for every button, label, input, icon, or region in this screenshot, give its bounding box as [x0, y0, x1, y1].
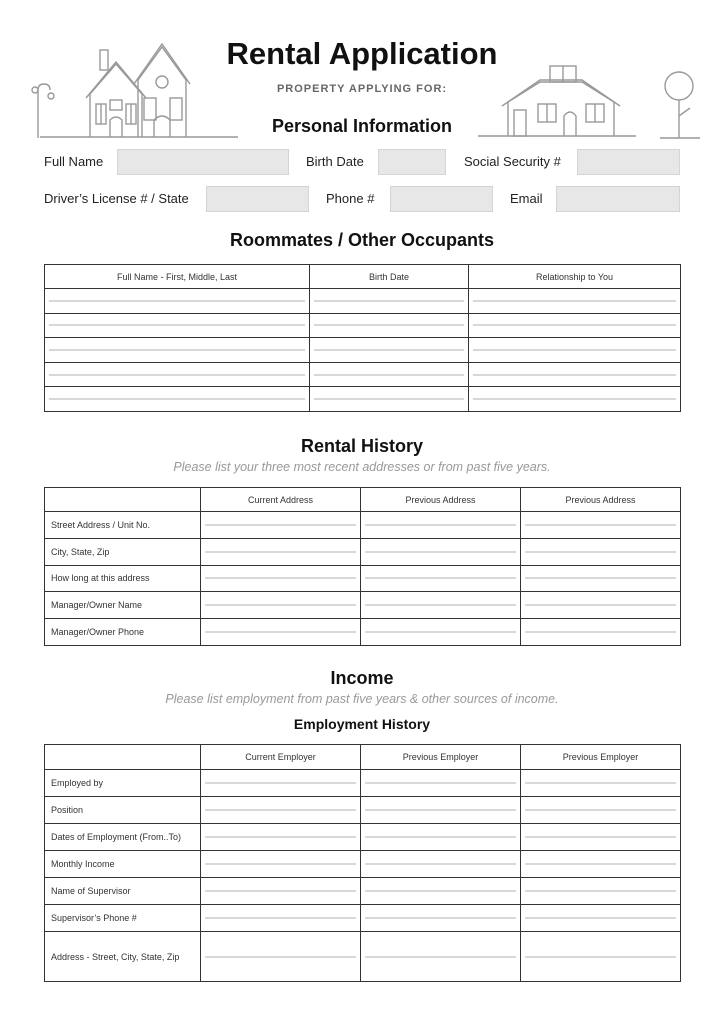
table-row: [45, 565, 681, 592]
email-label: Email: [510, 191, 543, 206]
column-header: Full Name - First, Middle, Last: [45, 265, 310, 289]
current-employer-cell[interactable]: [201, 905, 361, 932]
previous-address-cell[interactable]: [361, 565, 521, 592]
table-row: [45, 851, 681, 878]
occupant-relationship-cell[interactable]: [469, 387, 681, 412]
ssn-label: Social Security #: [464, 154, 561, 169]
row-label: Position: [45, 797, 201, 824]
previous-employer-cell[interactable]: [361, 878, 521, 905]
current-employer-cell[interactable]: [201, 797, 361, 824]
table-row: [45, 797, 681, 824]
roommates-heading: Roommates / Other Occupants: [229, 230, 495, 250]
previous-address-cell[interactable]: [521, 512, 681, 539]
previous-employer-cell[interactable]: [521, 770, 681, 797]
previous-address-cell[interactable]: [521, 592, 681, 619]
column-header: Previous Employer: [521, 745, 681, 770]
table-row: [45, 362, 681, 387]
table-row: [45, 289, 681, 314]
current-address-cell[interactable]: [201, 619, 361, 646]
previous-employer-cell[interactable]: [361, 770, 521, 797]
table-row: [45, 824, 681, 851]
table-row: [45, 878, 681, 905]
occupant-relationship-cell[interactable]: [469, 289, 681, 314]
full-name-label: Full Name: [44, 154, 104, 169]
row-label: Manager/Owner Name: [45, 592, 201, 619]
phone-label: Phone #: [326, 191, 375, 206]
column-header: Previous Address: [361, 488, 521, 512]
rental-history-note: Please list your three most recent addresses or from past five years.: [173, 460, 551, 474]
occupant-birth-date-cell[interactable]: [310, 362, 469, 387]
license-field[interactable]: [206, 186, 309, 212]
row-label: Street Address / Unit No.: [45, 512, 201, 539]
occupant-name-cell[interactable]: [45, 313, 310, 338]
current-employer-cell[interactable]: [201, 770, 361, 797]
column-header: [45, 745, 201, 770]
row-label: City, State, Zip: [45, 538, 201, 565]
occupant-relationship-cell[interactable]: [469, 313, 681, 338]
previous-employer-cell[interactable]: [361, 932, 521, 982]
current-address-cell[interactable]: [201, 538, 361, 565]
column-header: [45, 488, 201, 512]
previous-address-cell[interactable]: [361, 512, 521, 539]
rental-history-heading: Rental History: [300, 436, 424, 456]
occupant-name-cell[interactable]: [45, 289, 310, 314]
current-employer-cell[interactable]: [201, 851, 361, 878]
occupant-name-cell[interactable]: [45, 338, 310, 363]
occupant-birth-date-cell[interactable]: [310, 289, 469, 314]
occupant-name-cell[interactable]: [45, 387, 310, 412]
occupant-relationship-cell[interactable]: [469, 362, 681, 387]
table-row: [45, 538, 681, 565]
birth-date-field[interactable]: [378, 149, 446, 175]
previous-employer-cell[interactable]: [521, 905, 681, 932]
table-row: [45, 592, 681, 619]
previous-address-cell[interactable]: [361, 619, 521, 646]
row-label: Monthly Income: [45, 851, 201, 878]
previous-employer-cell[interactable]: [361, 797, 521, 824]
row-label: Manager/Owner Phone: [45, 619, 201, 646]
page-title: Rental Application: [226, 36, 498, 71]
previous-employer-cell[interactable]: [521, 824, 681, 851]
previous-employer-cell[interactable]: [521, 878, 681, 905]
column-header: Birth Date: [310, 265, 469, 289]
table-row: [45, 770, 681, 797]
table-row: [45, 512, 681, 539]
ssn-field[interactable]: [577, 149, 680, 175]
personal-info-heading: Personal Information: [271, 116, 453, 136]
roommates-table: [44, 264, 681, 412]
previous-employer-cell[interactable]: [361, 851, 521, 878]
current-employer-cell[interactable]: [201, 932, 361, 982]
table-row: [45, 932, 681, 982]
row-label: Name of Supervisor: [45, 878, 201, 905]
email-field[interactable]: [556, 186, 680, 212]
column-header: Current Address: [201, 488, 361, 512]
previous-employer-cell[interactable]: [361, 824, 521, 851]
birth-date-label: Birth Date: [306, 154, 364, 169]
row-label: Address - Street, City, State, Zip: [45, 932, 201, 982]
previous-address-cell[interactable]: [361, 592, 521, 619]
previous-address-cell[interactable]: [521, 538, 681, 565]
previous-address-cell[interactable]: [521, 619, 681, 646]
occupant-name-cell[interactable]: [45, 362, 310, 387]
current-employer-cell[interactable]: [201, 878, 361, 905]
full-name-field[interactable]: [117, 149, 289, 175]
previous-employer-cell[interactable]: [361, 905, 521, 932]
column-header: Previous Address: [521, 488, 681, 512]
rental-history-table: [44, 487, 681, 646]
occupant-birth-date-cell[interactable]: [310, 313, 469, 338]
occupant-birth-date-cell[interactable]: [310, 387, 469, 412]
occupant-relationship-cell[interactable]: [469, 338, 681, 363]
employment-history-heading: Employment History: [293, 716, 431, 732]
table-row: [45, 338, 681, 363]
column-header: Relationship to You: [469, 265, 681, 289]
previous-employer-cell[interactable]: [521, 932, 681, 982]
row-label: How long at this address: [45, 565, 201, 592]
previous-employer-cell[interactable]: [521, 851, 681, 878]
previous-address-cell[interactable]: [361, 538, 521, 565]
current-address-cell[interactable]: [201, 565, 361, 592]
property-applying-label: PROPERTY APPLYING FOR:: [276, 83, 448, 95]
table-row: [45, 619, 681, 646]
previous-address-cell[interactable]: [521, 565, 681, 592]
license-label: Driver’s License # / State: [44, 191, 189, 206]
current-address-cell[interactable]: [201, 592, 361, 619]
income-note: Please list employment from past five years & other sources of income.: [165, 692, 559, 706]
column-header: Current Employer: [201, 745, 361, 770]
current-employer-cell[interactable]: [201, 824, 361, 851]
phone-field[interactable]: [390, 186, 493, 212]
employment-history-table: [44, 744, 681, 982]
current-address-cell[interactable]: [201, 512, 361, 539]
row-label: Dates of Employment (From..To): [45, 824, 201, 851]
table-row: [45, 387, 681, 412]
income-heading: Income: [330, 668, 394, 688]
table-row: [45, 313, 681, 338]
occupant-birth-date-cell[interactable]: [310, 338, 469, 363]
previous-employer-cell[interactable]: [521, 797, 681, 824]
row-label: Supervisor’s Phone #: [45, 905, 201, 932]
table-row: [45, 905, 681, 932]
row-label: Employed by: [45, 770, 201, 797]
column-header: Previous Employer: [361, 745, 521, 770]
